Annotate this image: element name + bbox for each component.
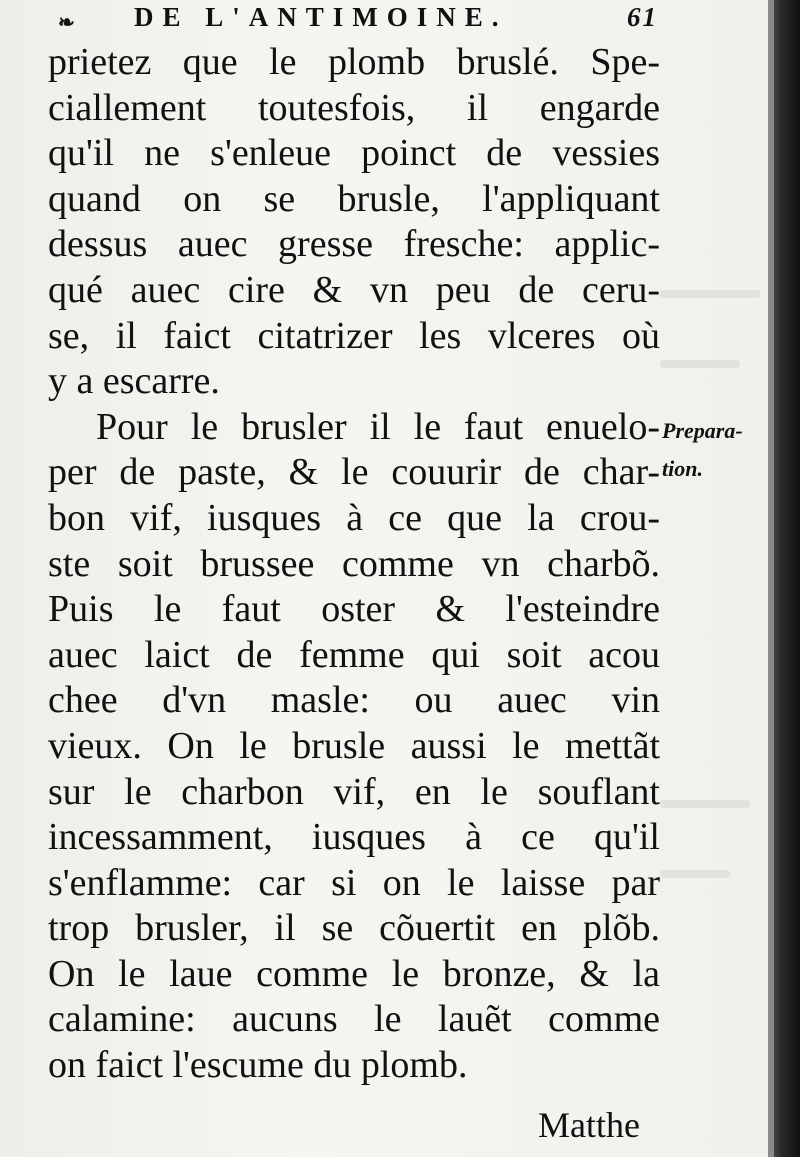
text-line: chee d'vn masle: ou auec vin [48, 679, 660, 722]
marginal-note-line: Prepara- [662, 418, 743, 443]
text-line: per de paste, & le couurir de char- [48, 451, 660, 494]
text-line: trop brusler, il se cõuertit en plõb. [48, 907, 660, 950]
text-line: y a escarre. [48, 360, 220, 403]
text-line: on faict l'escume du plomb. [48, 1044, 468, 1087]
text-line: auec laict de femme qui soit acou [48, 633, 660, 676]
text-line: vieux. On le brusle aussi le mettãt [48, 724, 660, 767]
text-line: Puis le faut oster & l'esteindre [48, 588, 660, 631]
text-line: sur le charbon vif, en le souflant [48, 770, 660, 813]
catchword: Matthe [538, 1105, 640, 1145]
show-through-mark [660, 360, 740, 368]
running-title: DE L'ANTIMOINE. [134, 2, 508, 32]
fleuron-ornament: ❧ [58, 12, 84, 34]
show-through-mark [660, 870, 730, 878]
page-number: 61 [627, 2, 658, 32]
body-text [48, 40, 660, 1089]
text-line: bon vif, iusques à ce que la crou- [48, 496, 660, 539]
text-line: calamine: aucuns le lauẽt comme [48, 998, 660, 1041]
text-line: s'enflamme: car si on le laisse par [48, 861, 660, 904]
text-line: qué auec cire & vn peu de ceru- [48, 268, 660, 311]
marginal-note [662, 412, 762, 488]
page-header [58, 2, 658, 38]
text-line: On le laue comme le bronze, & la [48, 952, 660, 995]
text-line: ste soit brussee comme vn charbõ. [48, 542, 660, 585]
spine-edge [768, 0, 774, 1157]
text-line: ciallement toutesfois, il engarde [48, 86, 660, 129]
text-line: quand on se brusle, l'appliquant [48, 177, 660, 220]
text-line: incessamment, iusques à ce qu'il [48, 816, 660, 859]
show-through-mark [660, 800, 750, 808]
paragraph-start-line: Pour le brusler il le faut enuelo- [96, 405, 660, 448]
text-line: prietez que le plomb bruslé. Spe- [48, 41, 660, 83]
text-line: qu'il ne s'enleue poinct de vessies [48, 132, 660, 175]
show-through-mark [660, 290, 760, 298]
text-line: dessus auec gresse fresche: applic- [48, 223, 660, 266]
text-line: se, il faict citatrizer les vlceres où [48, 314, 660, 357]
marginal-note-line: tion. [662, 456, 703, 481]
